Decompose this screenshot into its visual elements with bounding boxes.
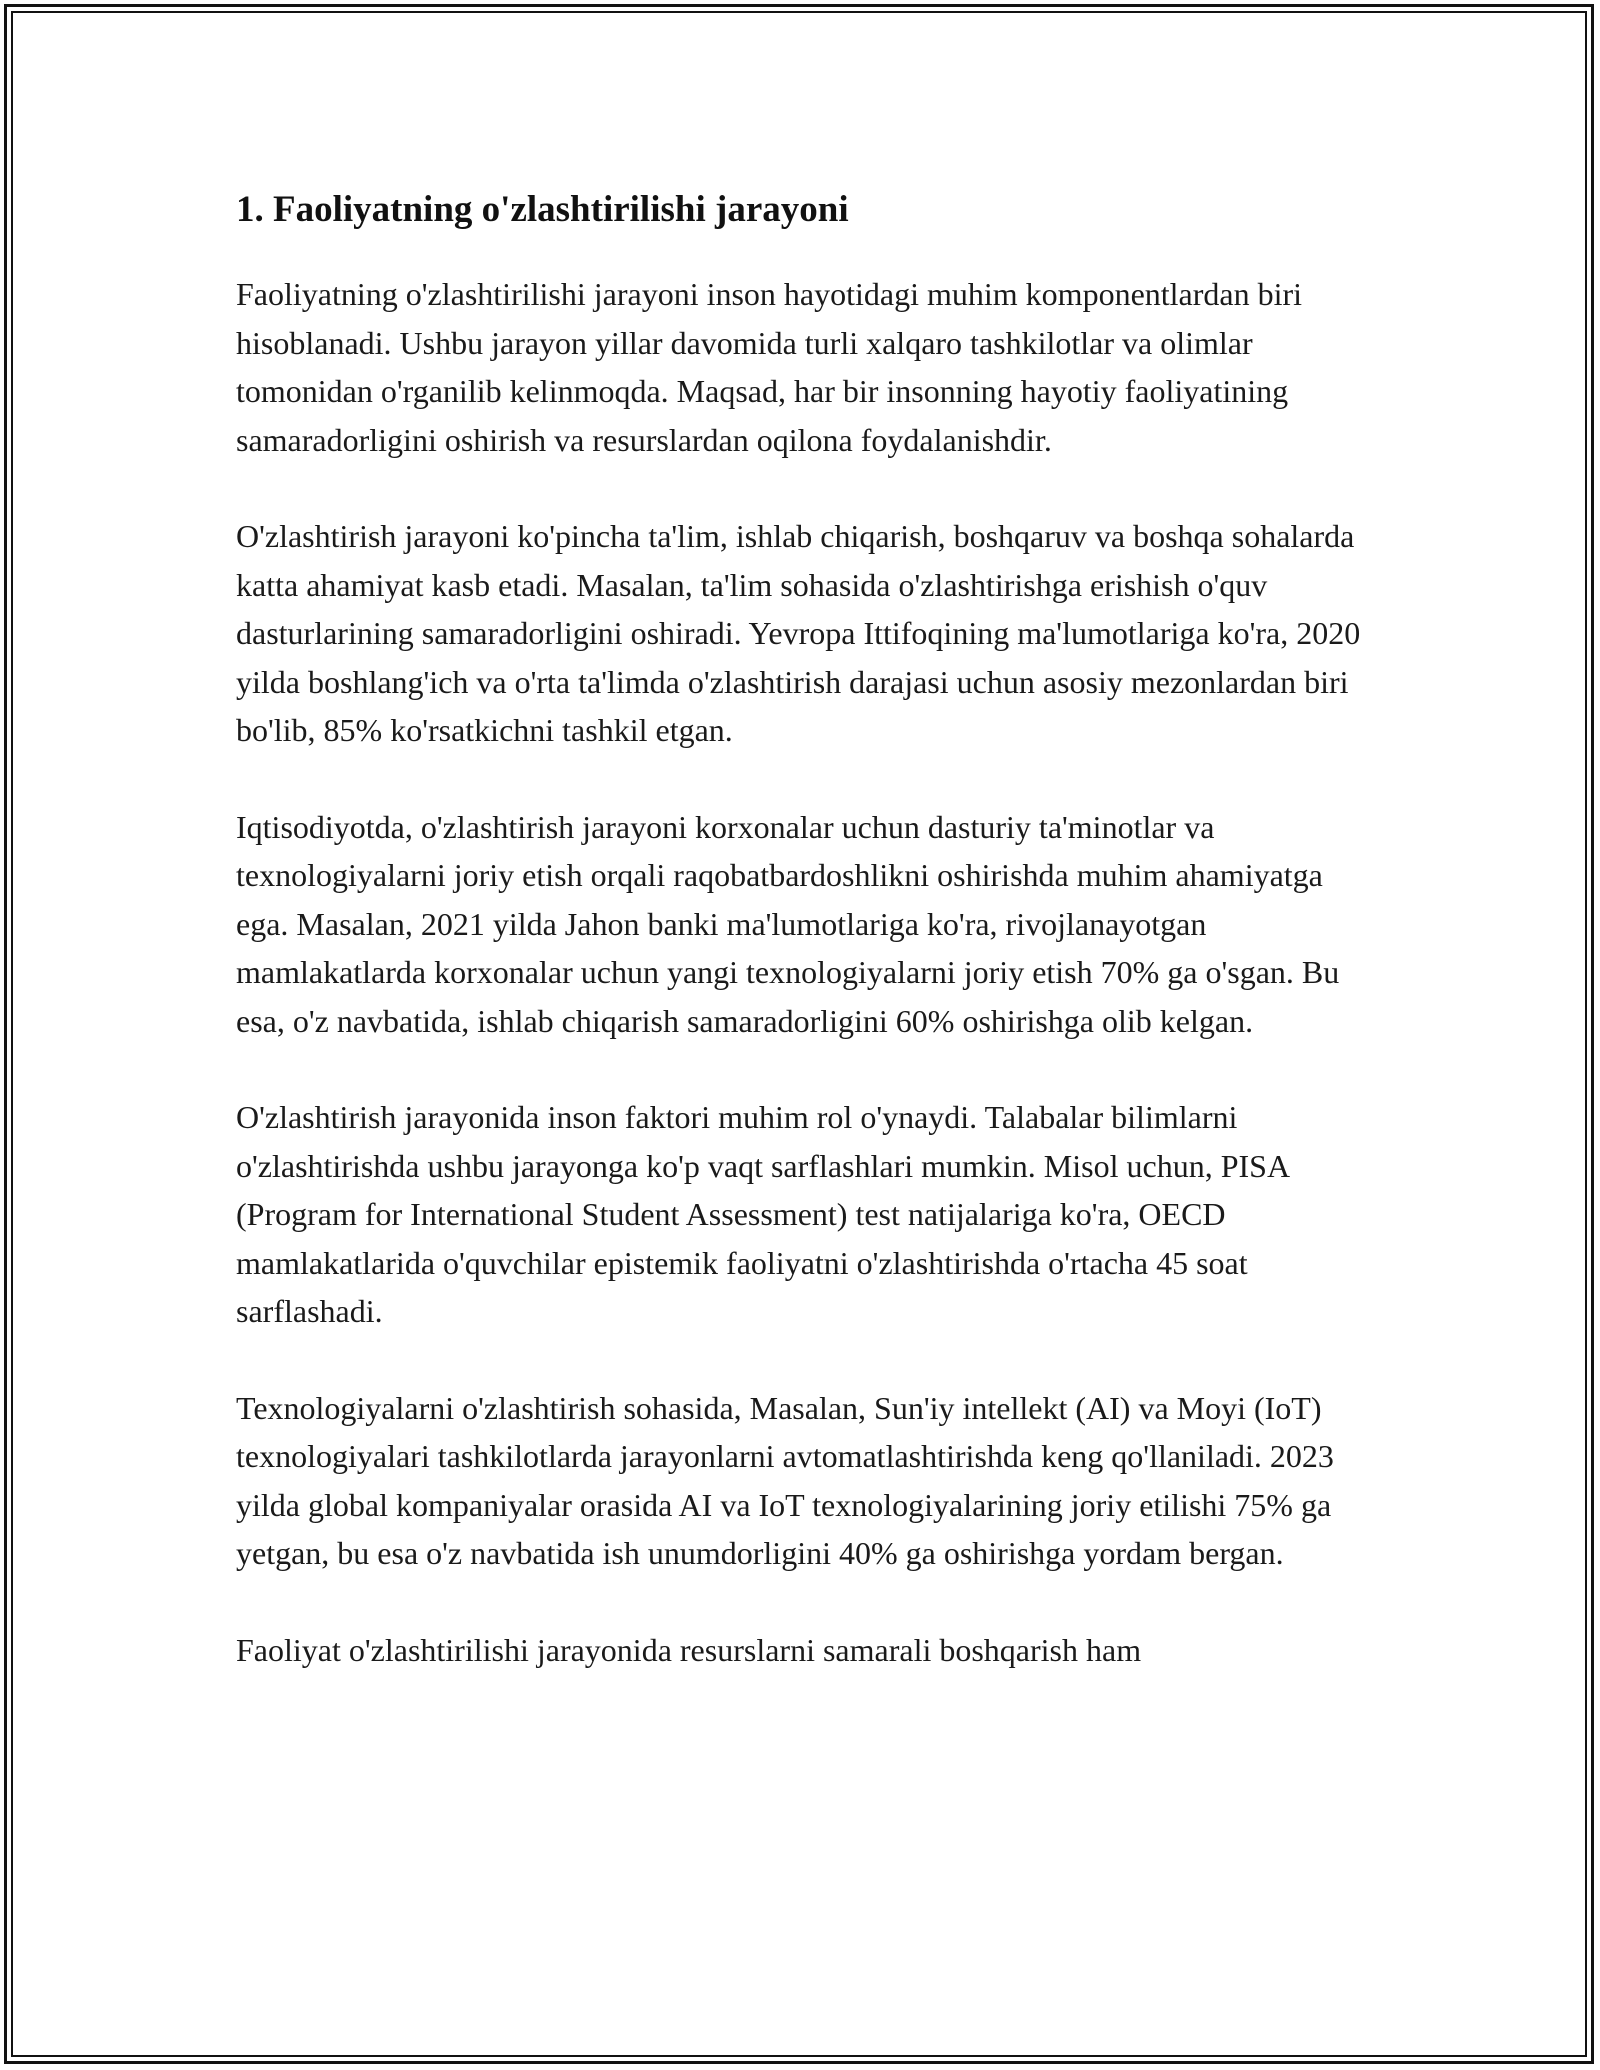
paragraph-4: O'zlashtirish jarayonida inson faktori muhim rol o'ynaydi. Talabalar bilimlarni o'zlashtirishda ushbu jarayonga ko'p vaqt sarflashlari mumkin. Misol uchun, PISA (Program for International Student Assessment) test natijalariga ko'ra, OECD mamlakatlarida o'quvchilar epistemik faoliyatni o'zlashtirishda o'rtacha 45 soat sarflashadi.	[236, 1099, 1289, 1329]
section-heading: 1. Faoliyatning o'zlashtirilishi jarayoni	[236, 189, 849, 230]
paragraph-5: Texnologiyalarni o'zlashtirish sohasida, Masalan, Sun'iy intellekt (AI) va Moyi (IoT) texnologiyalari tashkilotlarda jarayonlarni avtomatlashtirishda keng qo'llaniladi. 2023 yilda global kompaniyalar orasida AI va IoT texnologiyalarining joriy etilishi 75% ga yetgan, bu esa o'z navbatida ish unumdorligini 40% ga oshirishga yordam bergan.	[236, 1389, 1334, 1571]
paragraph-2: O'zlashtirish jarayoni ko'pincha ta'lim, ishlab chiqarish, boshqaruv va boshqa sohalarda katta ahamiyat kasb etadi. Masalan, ta'lim sohasida o'zlashtirishga erishish o'quv dasturlarining samaradorligini oshiradi. Yevropa Ittifoqining ma'lumotlariga ko'ra, 2020 yilda boshlang'ich va o'rta ta'limda o'zlashtirish darajasi uchun asosiy mezonlardan biri bo'lib, 85% ko'rsatkichni tashkil etgan.	[236, 518, 1361, 748]
document-body	[236, 186, 1376, 1722]
paragraph-1: Faoliyatning o'zlashtirilishi jarayoni inson hayotidagi muhim komponentlardan biri hisoblanadi. Ushbu jarayon yillar davomida turli xalqaro tashkilotlar va olimlar tomonidan o'rganilib kelinmoqda. Maqsad, har bir insonning hayotiy faoliyatining samaradorligini oshirish va resurslardan oqilona foydalanishdir.	[236, 276, 1303, 458]
paragraph-6: Faoliyat o'zlashtirilishi jarayonida resurslarni samarali boshqarish ham	[236, 1631, 1142, 1668]
paragraph-3: Iqtisodiyotda, o'zlashtirish jarayoni korxonalar uchun dasturiy ta'minotlar va texnologiyalarni joriy etish orqali raqobatbardoshlikni oshirishda muhim ahamiyatga ega. Masalan, 2021 yilda Jahon banki ma'lumotlariga ko'ra, rivojlanayotgan mamlakatlarda korxonalar uchun yangi texnologiyalarni joriy etish 70% ga o'sgan. Bu esa, o'z navbatida, ishlab chiqarish samaradorligini 60% oshirishga olib kelgan.	[236, 808, 1340, 1039]
